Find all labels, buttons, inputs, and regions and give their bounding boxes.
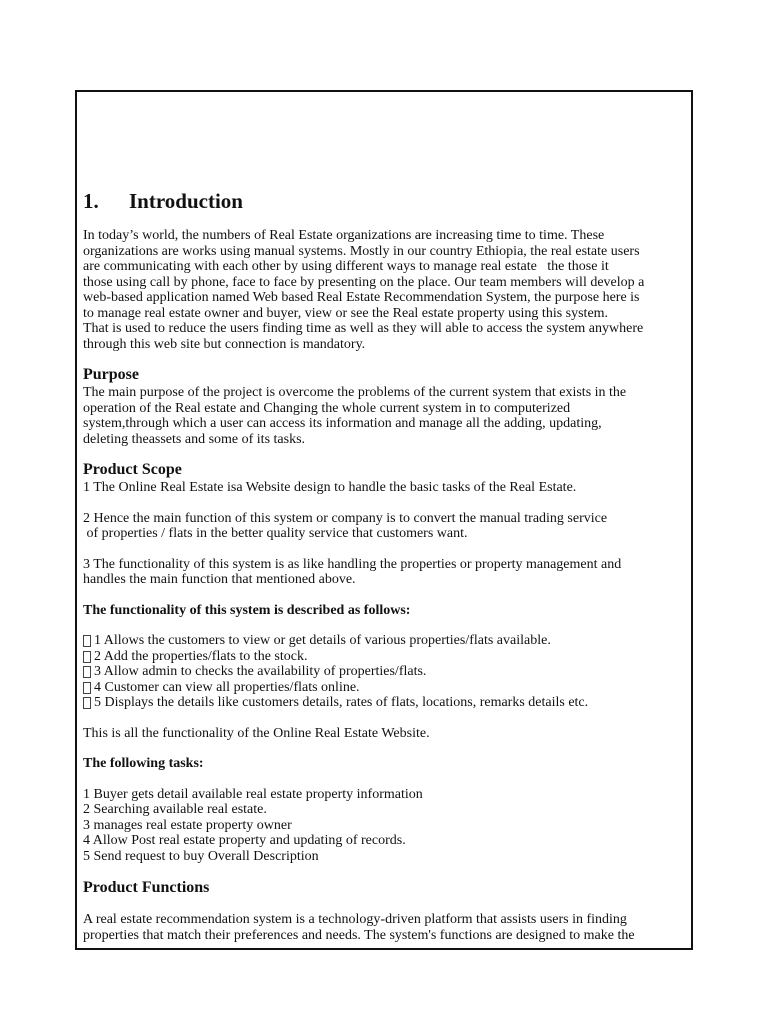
missing-glyph-box-icon	[83, 666, 91, 678]
task-item: 5 Send request to buy Overall Description	[83, 848, 319, 864]
purpose-heading: Purpose	[83, 366, 139, 383]
heading-title: Introduction	[129, 189, 243, 213]
heading-number: 1.	[83, 189, 99, 213]
scope-item-2: 2 Hence the main function of this system or company is to convert the manual trading service of properties / flats in the better quality service that customers want.	[83, 510, 608, 541]
tasks-heading: The following tasks:	[83, 756, 204, 771]
purpose-paragraph: The main purpose of the project is overcome the problems of the current system that exists in the operation of the Real estate and Changing the whole current system in to computerized system,through which a user can access its information and manage all the adding, updating, deleting theassets and some of its tasks.	[83, 385, 627, 447]
functionality-list	[83, 633, 685, 711]
scope-item-1: 1 The Online Real Estate isa Website design to handle the basic tasks of the Real Estate.	[83, 480, 577, 495]
tasks-list	[83, 787, 685, 865]
document-page	[75, 90, 693, 950]
task-item: 3 manages real estate property owner	[83, 817, 292, 833]
task-item: 4 Allow Post real estate property and updating of records.	[83, 833, 406, 848]
missing-glyph-box-icon	[83, 682, 91, 694]
section-heading-introduction	[83, 188, 685, 214]
functionality-heading: The functionality of this system is described as follows:	[83, 602, 411, 618]
task-item: 1 Buyer gets detail available real estate property information	[83, 786, 423, 802]
document-content	[83, 188, 685, 943]
missing-glyph-box-icon	[83, 651, 91, 663]
functionality-summary: This is all the functionality of the Online Real Estate Website.	[83, 725, 430, 741]
scope-heading: Product Scope	[83, 461, 182, 478]
task-item: 2 Searching available real estate.	[83, 802, 267, 817]
intro-paragraph: In today’s world, the numbers of Real Estate organizations are increasing time to time. These organizations are works using manual systems. Mostly in our country Ethiopia, the real estate users are communicating with each other by using different ways to manage real estate the those it those using call by phone, face to face by presenting on the place. Our team members will develop a web-based application named Web based Real Estate Recommendation System, the purpose here is to manage real estate owner and buyer, view or see the Real estate property using this system. That is used to reduce the users finding time as well as they will able to access the system anywhere through this web site but connection is mandatory.	[83, 228, 645, 352]
functions-paragraph: A real estate recommendation system is a technology-driven platform that assists users in finding properties that match their preferences and needs. The system's functions are designed to make the	[83, 912, 635, 943]
functions-heading: Product Functions	[83, 879, 210, 896]
functionality-item: 5 Displays the details like customers details, rates of flats, locations, remarks details etc.	[83, 695, 685, 711]
missing-glyph-box-icon	[83, 635, 91, 647]
functionality-item: 3 Allow admin to checks the availability of properties/flats.	[83, 664, 685, 680]
missing-glyph-box-icon	[83, 697, 91, 709]
scope-item-3: 3 The functionality of this system is as like handling the properties or property management and handles the main function that mentioned above.	[83, 556, 622, 587]
functionality-item: 2 Add the properties/flats to the stock.	[83, 649, 685, 665]
functionality-item: 4 Customer can view all properties/flats online.	[83, 680, 685, 696]
functionality-item: 1 Allows the customers to view or get details of various properties/flats available.	[83, 633, 685, 649]
